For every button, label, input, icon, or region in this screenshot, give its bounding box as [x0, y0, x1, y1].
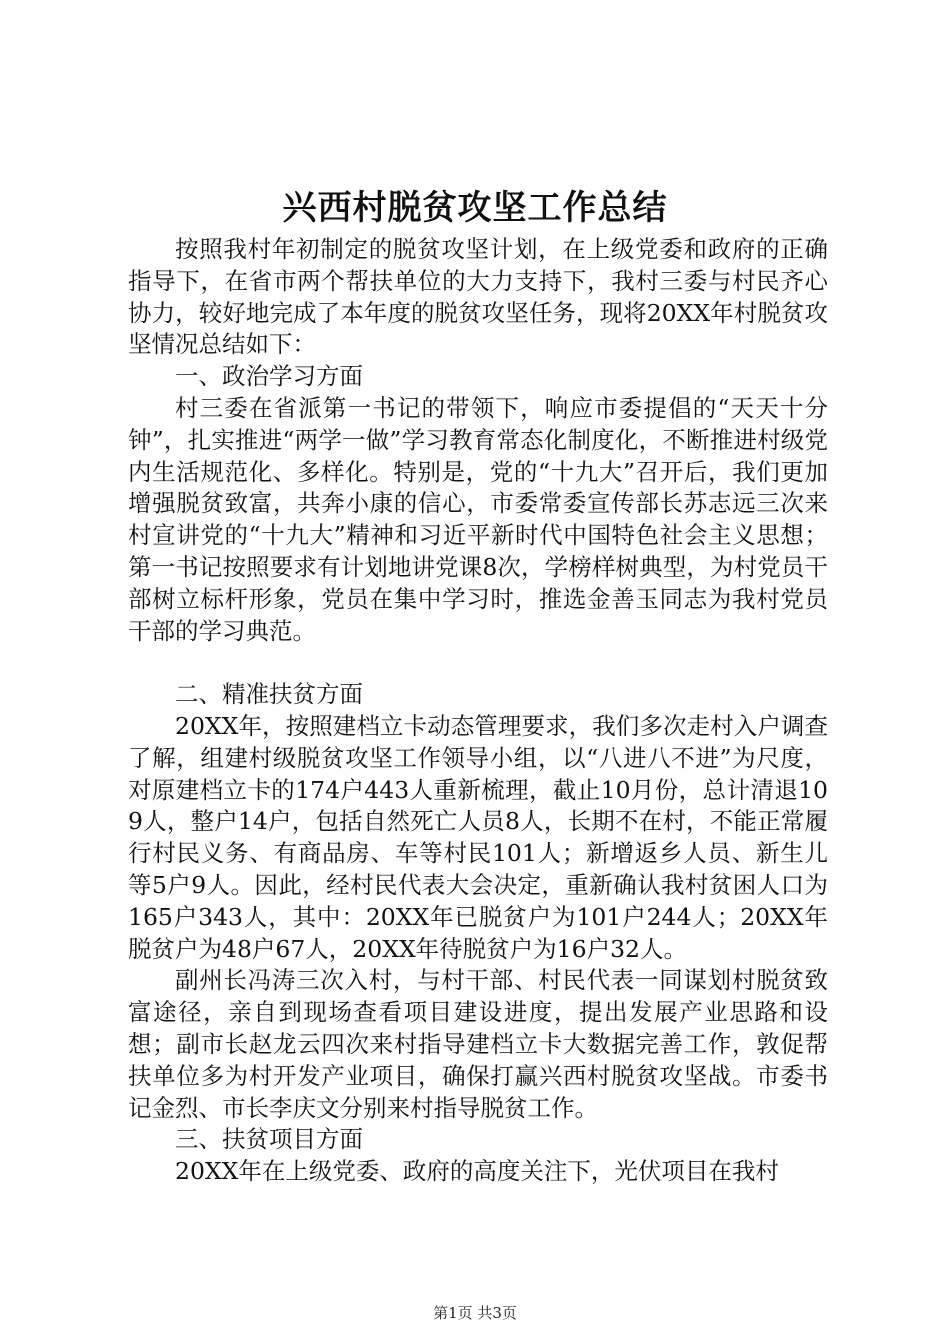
political-study-paragraph: 村三委在省派第一书记的带领下，响应市委提倡的“天天十分钟”，扎实推进“两学一做”学习教育常态化制度化，不断推进村级党内生活规范化、多样化。特别是，党的“十九大”召开后，我们更加增强脱贫致富，共奔小康的信心，市委常委宣传部长苏志远三次来村宣讲党的“十九大”精神和习近平新时代中国特色社会主义思想；第一书记按照要求有计划地讲党课8次，学榜样树典型，为村党员干部树立标杆形象，党员在集中学习时，推选金善玉同志为我村党员干部的学习典范。 — [128, 393, 828, 645]
intro-paragraph: 按照我村年初制定的脱贫攻坚计划，在上级党委和政府的正确指导下，在省市两个帮扶单位的大力支持下，我村三委与村民齐心协力，较好地完成了本年度的脱贫攻坚任务，现将20XX年村脱贫攻坚情况总结如下： — [128, 235, 828, 359]
section-heading-poverty-alleviation: 二、精准扶贫方面 — [175, 680, 363, 709]
section-heading-projects: 三、扶贫项目方面 — [175, 1125, 363, 1154]
poverty-alleviation-paragraph: 20XX年，按照建档立卡动态管理要求，我们多次走村入户调查了解，组建村级脱贫攻坚工作领导小组，以“八进八不进”为尺度，对原建档立卡的174户443人重新梳理，截止10月份，总计清退109人，整户14户，包括自然死亡人员8人，长期不在村，不能正常履行村民义务、有商品房、车等村民101人；新增返乡人员、新生儿等5户9人。因此，经村民代表大会决定，重新确认我村贫困人口为165户343人，其中：20XX年已脱贫户为101户244人；20XX年脱贫户为48户67人，20XX年待脱贫户为16户32人。 — [128, 711, 828, 963]
document-body — [128, 234, 828, 1188]
leadership-visits-paragraph: 副州长冯涛三次入村，与村干部、村民代表一同谋划村脱贫致富途径，亲自到现场查看项目建设进度，提出发展产业思路和设想；副市长赵龙云四次来村指导建档立卡大数据完善工作，敦促帮扶单位多为村开发产业项目，确保打赢兴西村脱贫攻坚战。市委书记金烈、市长李庆文分别来村指导脱贫工作。 — [128, 966, 828, 1122]
projects-paragraph: 20XX年在上级党委、政府的高度关注下，光伏项目在我村 — [175, 1157, 779, 1186]
section-heading-political-study: 一、政治学习方面 — [175, 362, 363, 391]
page-number-footer: 第1页 共3页 — [433, 1304, 517, 1322]
document-title: 兴西村脱贫攻坚工作总结 — [282, 188, 668, 228]
